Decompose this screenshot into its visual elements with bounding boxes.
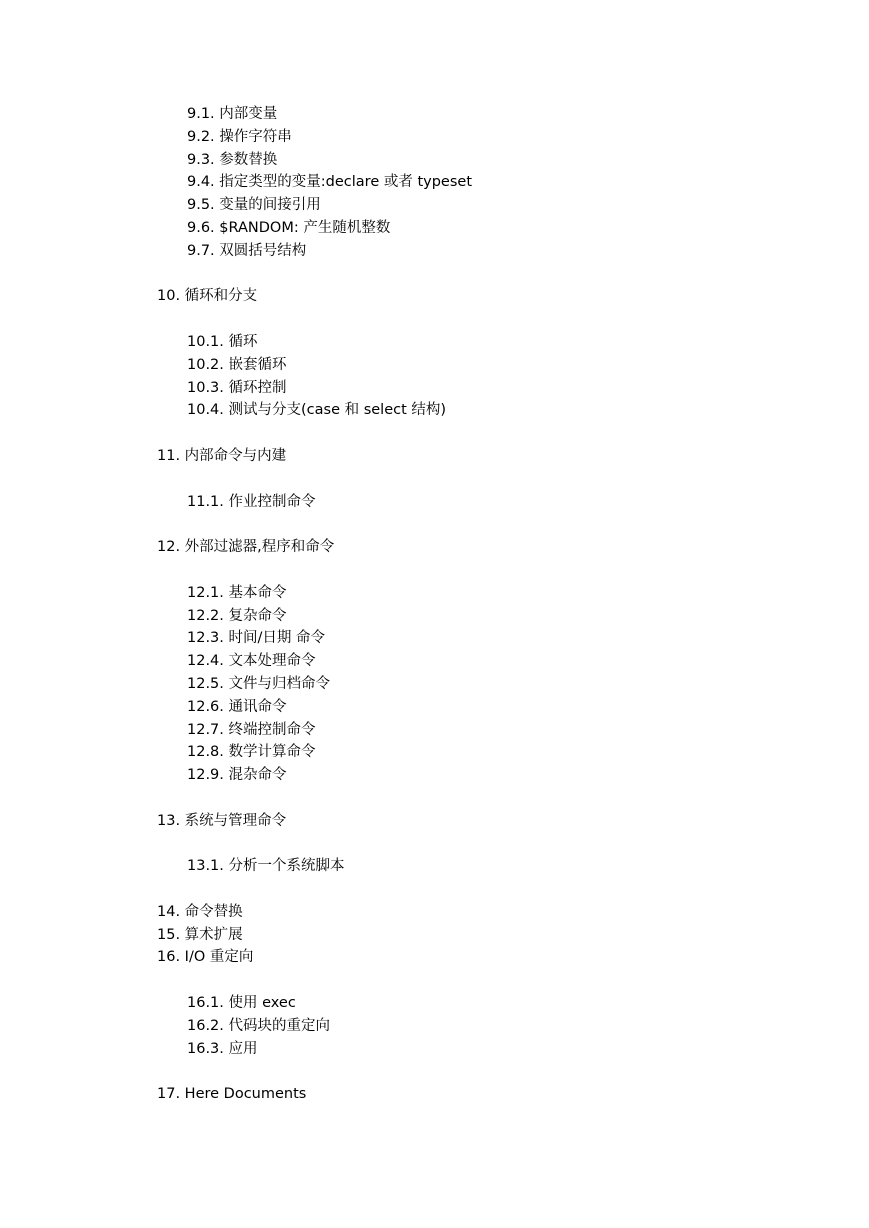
toc-chapter-entry: 13. 系统与管理命令 <box>157 812 287 829</box>
toc-spacer <box>0 468 869 491</box>
toc-spacer <box>0 787 869 810</box>
toc-chapter-entry: 11. 内部命令与内建 <box>157 447 287 464</box>
toc-spacer <box>0 559 869 582</box>
toc-section-entry: 11.1. 作业控制命令 <box>187 493 316 510</box>
toc-section-entry: 9.1. 内部变量 <box>187 106 278 122</box>
toc-chapter-entry: 16. I/O 重定向 <box>157 949 254 966</box>
toc-section-entry: 16.3. 应用 <box>187 1040 258 1057</box>
toc-spacer <box>0 513 869 536</box>
toc-chapter-entry: 15. 算术扩展 <box>157 926 243 943</box>
toc-section-entry: 9.5. 变量的间接引用 <box>187 197 321 214</box>
toc-section-entry: 10.1. 循环 <box>187 333 258 350</box>
toc-chapter-entry: 12. 外部过滤器,程序和命令 <box>157 539 335 556</box>
toc-section-entry: 10.4. 测试与分支(case 和 select 结构) <box>187 402 447 419</box>
toc-spacer <box>0 308 869 331</box>
toc-section-entry: 10.2. 嵌套循环 <box>187 356 287 373</box>
toc-section-entry: 12.1. 基本命令 <box>187 584 287 601</box>
toc-spacer <box>0 833 869 856</box>
toc-spacer <box>0 422 869 445</box>
toc-section-entry: 12.8. 数学计算命令 <box>187 744 316 761</box>
toc-chapter-entry: 14. 命令替换 <box>157 903 243 920</box>
toc-spacer <box>0 969 869 992</box>
toc-section-entry: 12.7. 终端控制命令 <box>187 721 316 738</box>
toc-spacer <box>0 878 869 901</box>
toc-section-entry: 16.1. 使用 exec <box>187 995 296 1012</box>
toc-section-entry: 12.9. 混杂命令 <box>187 767 287 784</box>
toc-section-entry: 13.1. 分析一个系统脚本 <box>187 858 345 875</box>
toc-section-entry: 9.4. 指定类型的变量:declare 或者 typeset <box>187 174 473 191</box>
toc-section-entry: 12.2. 复杂命令 <box>187 607 287 624</box>
toc-section-entry: 12.5. 文件与归档命令 <box>187 675 331 692</box>
toc-section-entry: 12.4. 文本处理命令 <box>187 653 316 670</box>
toc-section-entry: 16.2. 代码块的重定向 <box>187 1017 331 1034</box>
table-of-contents <box>0 103 869 1106</box>
toc-section-entry: 12.3. 时间/日期 命令 <box>187 630 325 647</box>
toc-section-entry: 10.3. 循环控制 <box>187 379 287 396</box>
toc-section-entry: 9.7. 双圆括号结构 <box>187 242 307 259</box>
toc-spacer <box>0 263 869 286</box>
toc-spacer <box>0 1060 869 1083</box>
toc-section-entry: 12.6. 通讯命令 <box>187 698 287 715</box>
toc-section-entry: 9.3. 参数替换 <box>187 151 278 168</box>
toc-chapter-entry: 10. 循环和分支 <box>157 288 258 305</box>
toc-section-entry: 9.2. 操作字符串 <box>187 128 292 145</box>
toc-chapter-entry: 17. Here Documents <box>157 1086 307 1103</box>
toc-section-entry: 9.6. $RANDOM: 产生随机整数 <box>187 219 391 236</box>
